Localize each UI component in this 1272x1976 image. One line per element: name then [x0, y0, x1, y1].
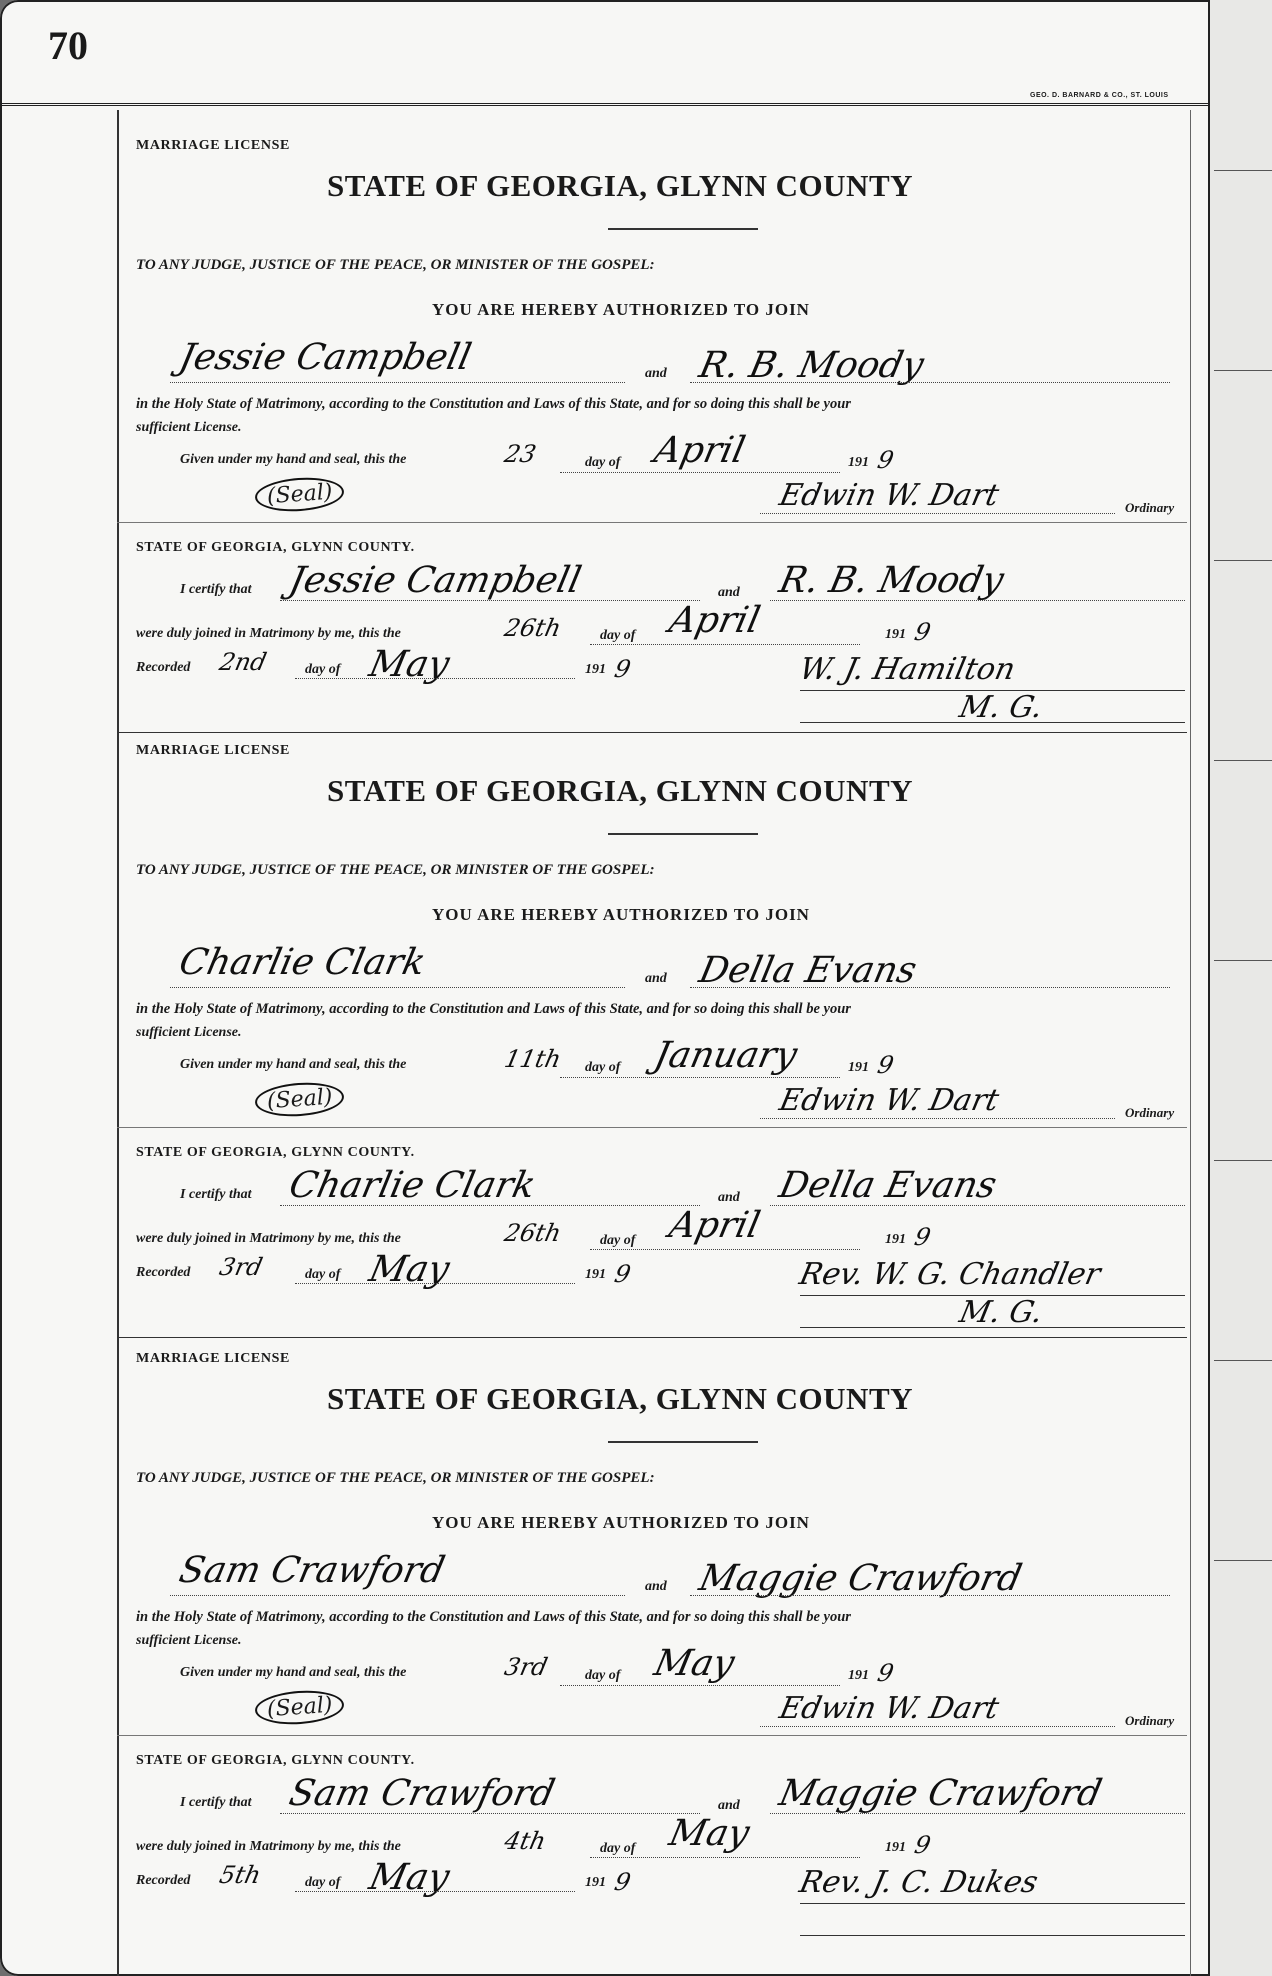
groom-name: Jessie Campbell [175, 337, 475, 378]
officiant-title-line [800, 1935, 1185, 1936]
cert-bride: Maggie Crawford [775, 1773, 1106, 1814]
bride-name: Della Evans [695, 950, 921, 991]
ordinary-label: Ordinary [1125, 1105, 1175, 1120]
given-year-digit: 9 [875, 1051, 897, 1079]
given-year-digit: 9 [875, 1659, 897, 1687]
given-month: May [650, 1643, 739, 1684]
license-cert-divider [117, 1735, 1187, 1736]
given-day: 3rd [502, 1653, 551, 1681]
groom-line [170, 382, 625, 383]
recorded-year-prefix: 191 [585, 1875, 606, 1890]
given-day-of: day of [585, 1668, 621, 1683]
given-under-text: Given under my hand and seal, this the [180, 1057, 407, 1072]
license-label: MARRIAGE LICENSE [136, 1351, 290, 1366]
and-label: and [645, 971, 667, 986]
certify-text: I certify that [180, 1187, 252, 1202]
right-margin-rule [1190, 110, 1191, 1976]
joined-month: April [665, 600, 764, 641]
cert-groom: Charlie Clark [285, 1165, 540, 1206]
record-divider [117, 732, 1187, 733]
address-line: TO ANY JUDGE, JUSTICE OF THE PEACE, OR MINISTER OF THE GOSPEL: [136, 257, 655, 273]
officiant-signature: Rev. J. C. Dukes [796, 1865, 1041, 1900]
given-under-text: Given under my hand and seal, this the [180, 1665, 407, 1680]
cert-groom-line [280, 1205, 700, 1206]
authorized-line: YOU ARE HEREBY AUTHORIZED TO JOIN [432, 300, 810, 319]
left-margin-rule [117, 110, 119, 1976]
recorded-month: May [365, 1249, 454, 1290]
address-line: TO ANY JUDGE, JUSTICE OF THE PEACE, OR MINISTER OF THE GOSPEL: [136, 1470, 655, 1486]
cert-groom-line [280, 1813, 700, 1814]
top-rule [0, 103, 1210, 106]
joined-day-of: day of [600, 628, 636, 643]
groom-name: Charlie Clark [175, 942, 430, 983]
given-day: 11th [502, 1045, 564, 1073]
officiant-title-line [800, 1327, 1185, 1328]
cert-groom: Jessie Campbell [285, 560, 585, 601]
license-heading: STATE OF GEORGIA, GLYNN COUNTY [327, 168, 914, 203]
recorded-day: 5th [217, 1861, 264, 1889]
joined-day: 4th [502, 1827, 549, 1855]
given-month-line [560, 472, 840, 473]
given-year-digit: 9 [875, 446, 897, 474]
sufficient-license: sufficient License. [136, 1633, 242, 1648]
recorded-month-line [295, 1891, 575, 1892]
cert-bride: R. B. Moody [775, 560, 1008, 601]
given-day: 23 [502, 440, 539, 468]
cert-bride-line [770, 1205, 1185, 1206]
bride-line [690, 987, 1170, 988]
ordinary-line [760, 1726, 1115, 1727]
ordinary-label: Ordinary [1125, 500, 1175, 515]
recorded-month-line [295, 1283, 575, 1284]
cert-heading: STATE OF GEORGIA, GLYNN COUNTY. [136, 1753, 415, 1768]
joined-month-line [590, 1249, 860, 1250]
officiant-title: M. G. [956, 1295, 1046, 1330]
ordinary-signature: Edwin W. Dart [776, 1691, 1002, 1726]
joined-year-digit: 9 [912, 1223, 934, 1251]
ordinary-signature: Edwin W. Dart [776, 1083, 1002, 1118]
address-line: TO ANY JUDGE, JUSTICE OF THE PEACE, OR MINISTER OF THE GOSPEL: [136, 862, 655, 878]
ordinary-line [760, 1118, 1115, 1119]
seal-mark: (Seal) [254, 475, 346, 514]
joined-year-digit: 9 [912, 1831, 934, 1859]
officiant-signature: Rev. W. G. Chandler [796, 1257, 1104, 1292]
given-under-text: Given under my hand and seal, this the [180, 452, 407, 467]
officiant-title-line [800, 722, 1185, 723]
officiant-line [800, 1903, 1185, 1904]
certify-text: I certify that [180, 582, 252, 597]
joined-month: May [665, 1813, 754, 1854]
given-month: January [650, 1035, 801, 1076]
page-number: 70 [48, 23, 88, 68]
sufficient-license: sufficient License. [136, 1025, 242, 1040]
joined-day: 26th [502, 614, 564, 642]
recorded-year-digit: 9 [612, 1868, 634, 1896]
license-cert-divider [117, 1127, 1187, 1128]
recorded-label: Recorded [136, 1265, 191, 1280]
groom-line [170, 1595, 625, 1596]
ordinary-signature: Edwin W. Dart [776, 478, 1002, 513]
heading-underline [608, 1441, 758, 1443]
officiant-signature: W. J. Hamilton [796, 652, 1019, 687]
sufficient-license: sufficient License. [136, 420, 242, 435]
license-cert-divider [117, 522, 1187, 523]
bride-line [690, 382, 1170, 383]
recorded-year-digit: 9 [612, 1260, 634, 1288]
recorded-year-prefix: 191 [585, 662, 606, 677]
cert-heading: STATE OF GEORGIA, GLYNN COUNTY. [136, 540, 415, 555]
seal-mark: (Seal) [254, 1688, 346, 1727]
joined-month-line [590, 644, 860, 645]
seal-mark: (Seal) [254, 1080, 346, 1119]
certify-text: I certify that [180, 1795, 252, 1810]
joined-year-prefix: 191 [885, 627, 906, 642]
matrimony-text: in the Holy State of Matrimony, according to the Constitution and Laws of this State, and for so doing this shall be your [136, 396, 851, 412]
and-label: and [645, 1579, 667, 1594]
recorded-day: 3rd [217, 1253, 266, 1281]
matrimony-text: in the Holy State of Matrimony, according to the Constitution and Laws of this State, and for so doing this shall be your [136, 1001, 851, 1017]
cert-groom-line [280, 600, 700, 601]
recorded-label: Recorded [136, 660, 191, 675]
joined-text: were duly joined in Matrimony by me, this the [136, 626, 401, 641]
authorized-line: YOU ARE HEREBY AUTHORIZED TO JOIN [432, 1513, 810, 1532]
bride-name: Maggie Crawford [695, 1558, 1026, 1599]
ordinary-label: Ordinary [1125, 1713, 1175, 1728]
joined-year-prefix: 191 [885, 1232, 906, 1247]
joined-year-digit: 9 [912, 618, 934, 646]
cert-and: and [718, 1798, 740, 1813]
recorded-year-prefix: 191 [585, 1267, 606, 1282]
recorded-month-line [295, 678, 575, 679]
license-label: MARRIAGE LICENSE [136, 138, 290, 153]
joined-day-of: day of [600, 1841, 636, 1856]
license-heading: STATE OF GEORGIA, GLYNN COUNTY [327, 773, 914, 808]
cert-heading: STATE OF GEORGIA, GLYNN COUNTY. [136, 1145, 415, 1160]
given-day-of: day of [585, 455, 621, 470]
recorded-day-of: day of [305, 1875, 341, 1890]
bride-line [690, 1595, 1170, 1596]
joined-day-of: day of [600, 1233, 636, 1248]
matrimony-text: in the Holy State of Matrimony, according to the Constitution and Laws of this State, and for so doing this shall be your [136, 1609, 851, 1625]
groom-line [170, 987, 625, 988]
recorded-month: May [365, 1857, 454, 1898]
given-year-prefix: 191 [848, 455, 869, 470]
joined-text: were duly joined in Matrimony by me, this the [136, 1839, 401, 1854]
cert-bride: Della Evans [775, 1165, 1001, 1206]
given-month-line [560, 1077, 840, 1078]
given-year-prefix: 191 [848, 1668, 869, 1683]
recorded-day-of: day of [305, 662, 341, 677]
heading-underline [608, 228, 758, 230]
given-year-prefix: 191 [848, 1060, 869, 1075]
officiant-title: M. G. [956, 690, 1046, 725]
given-month: April [650, 430, 749, 471]
authorized-line: YOU ARE HEREBY AUTHORIZED TO JOIN [432, 905, 810, 924]
cert-groom: Sam Crawford [285, 1773, 559, 1814]
joined-day: 26th [502, 1219, 564, 1247]
cert-bride-line [770, 600, 1185, 601]
recorded-label: Recorded [136, 1873, 191, 1888]
recorded-day: 2nd [217, 648, 270, 676]
cert-and: and [718, 585, 740, 600]
joined-month: April [665, 1205, 764, 1246]
recorded-year-digit: 9 [612, 655, 634, 683]
recorded-month: May [365, 644, 454, 685]
license-heading: STATE OF GEORGIA, GLYNN COUNTY [327, 1381, 914, 1416]
groom-name: Sam Crawford [175, 1550, 449, 1591]
bride-name: R. B. Moody [695, 345, 928, 386]
record-divider [117, 1337, 1187, 1338]
cert-and: and [718, 1190, 740, 1205]
given-day-of: day of [585, 1060, 621, 1075]
joined-text: were duly joined in Matrimony by me, this the [136, 1231, 401, 1246]
joined-month-line [590, 1857, 860, 1858]
recorded-day-of: day of [305, 1267, 341, 1282]
cert-bride-line [770, 1813, 1185, 1814]
license-label: MARRIAGE LICENSE [136, 743, 290, 758]
adjacent-page-edge [1205, 0, 1272, 1976]
heading-underline [608, 833, 758, 835]
joined-year-prefix: 191 [885, 1840, 906, 1855]
given-month-line [560, 1685, 840, 1686]
and-label: and [645, 366, 667, 381]
publisher-imprint: GEO. D. BARNARD & CO., ST. LOUIS [1030, 92, 1169, 99]
ordinary-line [760, 513, 1115, 514]
